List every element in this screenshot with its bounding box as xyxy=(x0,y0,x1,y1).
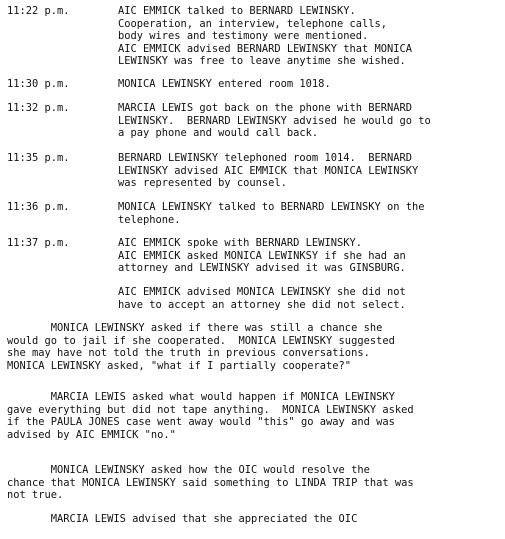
entry-line: AIC EMMICK spoke with BERNARD LEWINSKY. xyxy=(118,237,362,249)
entry-text xyxy=(118,152,503,190)
paragraph-line: MONICA LEWINSKY asked, "what if I partially cooperate?" xyxy=(7,359,352,372)
paragraph-line: MARCIA LEWIS asked what would happen if MONICA LEWINSKY xyxy=(7,391,395,403)
entry-time: 11:35 p.m. xyxy=(7,152,70,164)
entry-line: a pay phone and would call back. xyxy=(118,127,319,140)
entry-line: Cooperation, an interview, telephone calls, xyxy=(118,17,387,30)
entry-text xyxy=(118,286,503,311)
paragraph-line: MONICA LEWINSKY asked how the OIC would resolve the xyxy=(7,464,370,476)
entry-time: 11:32 p.m. xyxy=(7,102,70,114)
narrative-paragraph xyxy=(7,322,502,372)
entry-line: have to accept an attorney she did not select. xyxy=(118,298,406,311)
entry-line: LEWINSKY was free to leave anytime she wished. xyxy=(118,55,406,68)
paragraph-line: gave everything but did not tape anything. MONICA LEWINSKY asked xyxy=(7,403,414,416)
entry-line: attorney and LEWINSKY advised it was GINSBURG. xyxy=(118,262,406,275)
paragraph-line: if the PAULA JONES case went away would "this" go away and was xyxy=(7,416,395,429)
paragraph-line: MONICA LEWINSKY asked if there was still a chance she xyxy=(7,322,383,334)
entry-line: MARCIA LEWIS got back on the phone with BERNARD xyxy=(118,102,413,114)
narrative-paragraph xyxy=(7,464,502,502)
paragraph-line: chance that MONICA LEWINSKY said something to LINDA TRIP that was xyxy=(7,476,414,489)
entry-text xyxy=(118,201,503,226)
entry-line: AIC EMMICK talked to BERNARD LEWINSKY. xyxy=(118,5,356,17)
paragraph-line: would go to jail if she cooperated. MONICA LEWINSKY suggested xyxy=(7,334,395,347)
paragraph-line: she may have not told the truth in previous conversations. xyxy=(7,347,370,360)
entry-line: BERNARD LEWINSKY telephoned room 1014. BERNARD xyxy=(118,152,413,164)
entry-line: telephone. xyxy=(118,213,181,226)
entry-line: was represented by counsel. xyxy=(118,177,287,190)
entry-line: MONICA LEWINSKY talked to BERNARD LEWINSKY on the xyxy=(118,201,425,213)
entry-line: LEWINSKY. BERNARD LEWINSKY advised he would go to xyxy=(118,114,431,127)
entry-line: AIC EMMICK advised BERNARD LEWINSKY that MONICA xyxy=(118,42,413,55)
entry-time: 11:37 p.m. xyxy=(7,237,70,249)
paragraph-line: advised by AIC EMMICK "no." xyxy=(7,428,176,441)
paragraph-line: not true. xyxy=(7,489,64,502)
entry-line: LEWINSKY advised AIC EMMICK that MONICA LEWINSKY xyxy=(118,164,419,177)
paragraph-line: MARCIA LEWIS advised that she appreciated the OIC xyxy=(7,513,358,525)
entry-line: body wires and testimony were mentioned. xyxy=(118,30,369,43)
entry-text xyxy=(118,237,503,275)
entry-line: AIC EMMICK asked MONICA LEWINKSY if she had an xyxy=(118,249,406,262)
entry-time: 11:36 p.m. xyxy=(7,201,70,213)
entry-text xyxy=(118,102,503,140)
narrative-paragraph xyxy=(7,513,502,526)
entry-line: MONICA LEWINSKY entered room 1018. xyxy=(118,78,331,90)
entry-line: AIC EMMICK advised MONICA LEWINSKY she did not xyxy=(118,286,406,298)
entry-text xyxy=(118,5,503,68)
narrative-paragraph xyxy=(7,391,502,441)
entry-time: 11:30 p.m. xyxy=(7,78,70,90)
entry-time: 11:22 p.m. xyxy=(7,5,70,17)
entry-text xyxy=(118,78,503,91)
